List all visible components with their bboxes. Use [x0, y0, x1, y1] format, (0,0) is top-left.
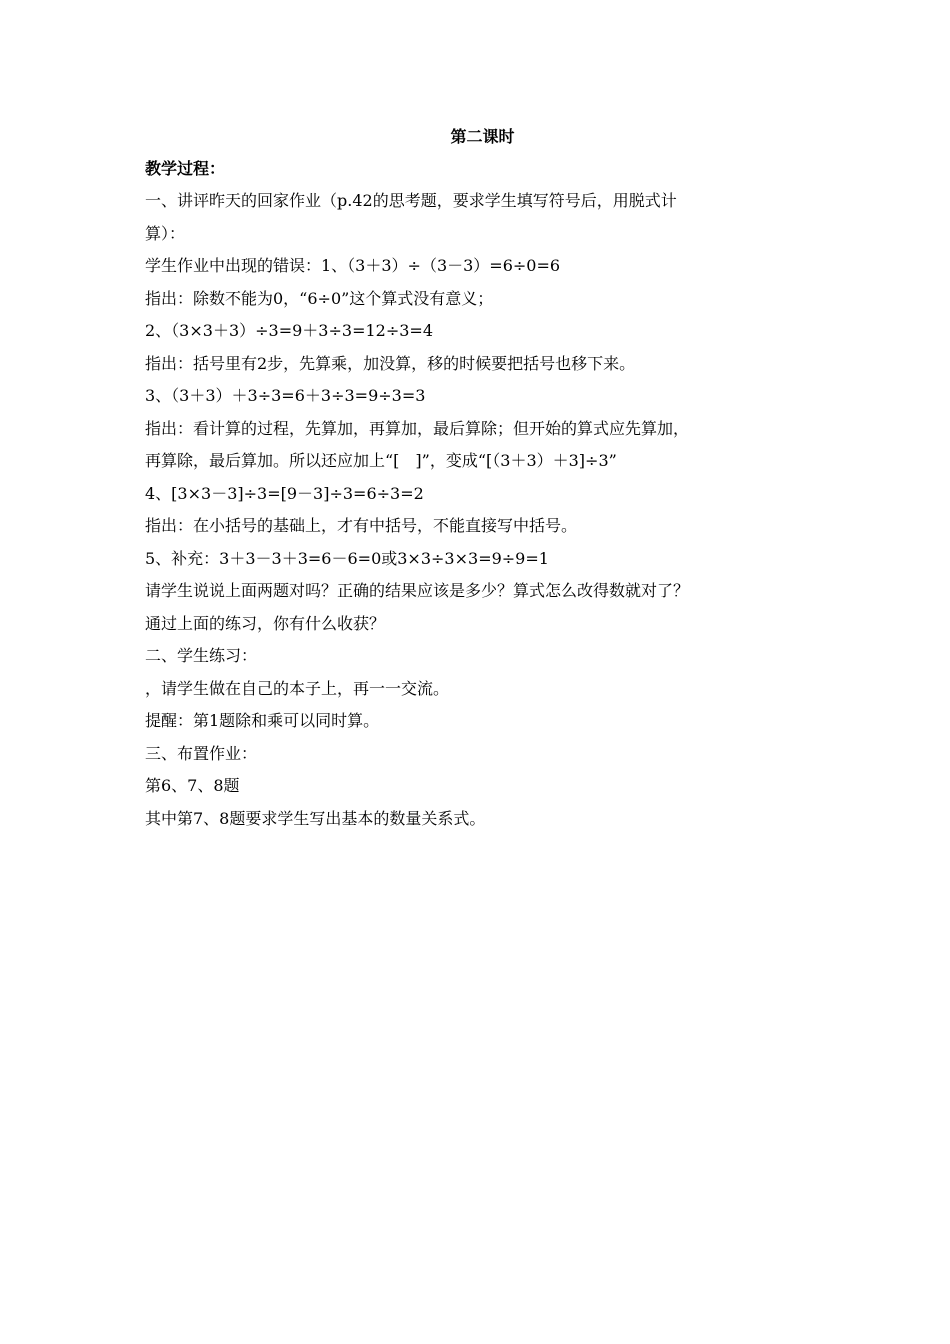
text-line: 3、（3＋3）＋3÷3=6＋3÷3=9÷3=3 — [145, 386, 426, 405]
text-line: 指出：除数不能为0，“6÷0”这个算式没有意义； — [145, 288, 494, 308]
text-line: 通过上面的练习，你有什么收获？ — [145, 613, 386, 633]
text-line: 一、讲评昨天的回家作业（p.42的思考题，要求学生填写符号后，用脱式计 — [145, 191, 677, 210]
document-page — [145, 120, 810, 835]
text-line: 5、补充：3＋3－3＋3=6－6=0或3×3÷3×3=9÷9=1 — [145, 548, 549, 568]
text-line: 指出：在小括号的基础上，才有中括号，不能直接写中括号。 — [145, 516, 578, 535]
text-line: 提醒：第1题除和乘可以同时算。 — [145, 711, 380, 730]
page-title: 第二课时 — [450, 127, 515, 146]
text-line: 再算除，最后算加。所以还应加上“[ ]”，变成“[（3＋3）＋3]÷3” — [145, 451, 617, 470]
text-line: ，请学生做在自己的本子上，再一一交流。 — [145, 678, 450, 698]
text-line: 学生作业中出现的错误：1、（3＋3）÷（3－3）=6÷0=6 — [145, 256, 561, 275]
section-heading: 教学过程： — [145, 159, 226, 178]
text-line: 4、[3×3－3]÷3=[9－3]÷3=6÷3=2 — [145, 483, 424, 503]
text-line: 算）： — [145, 223, 186, 243]
text-line: 二、学生练习： — [145, 646, 258, 665]
text-line: 指出：看计算的过程，先算加，再算加，最后算除；但开始的算式应先算加， — [145, 418, 690, 438]
text-line: 请学生说说上面两题对吗？正确的结果应该是多少？算式怎么改得数就对了？ — [145, 581, 690, 600]
text-line: 第6、7、8题 — [145, 776, 240, 795]
text-line: 其中第7、8题要求学生写出基本的数量关系式。 — [145, 808, 486, 828]
text-line: 三、布置作业： — [145, 743, 258, 763]
text-line: 指出：括号里有2步，先算乘，加没算，移的时候要把括号也移下来。 — [145, 353, 636, 373]
text-line: 2、（3×3＋3）÷3=9＋3÷3=12÷3=4 — [145, 321, 434, 340]
